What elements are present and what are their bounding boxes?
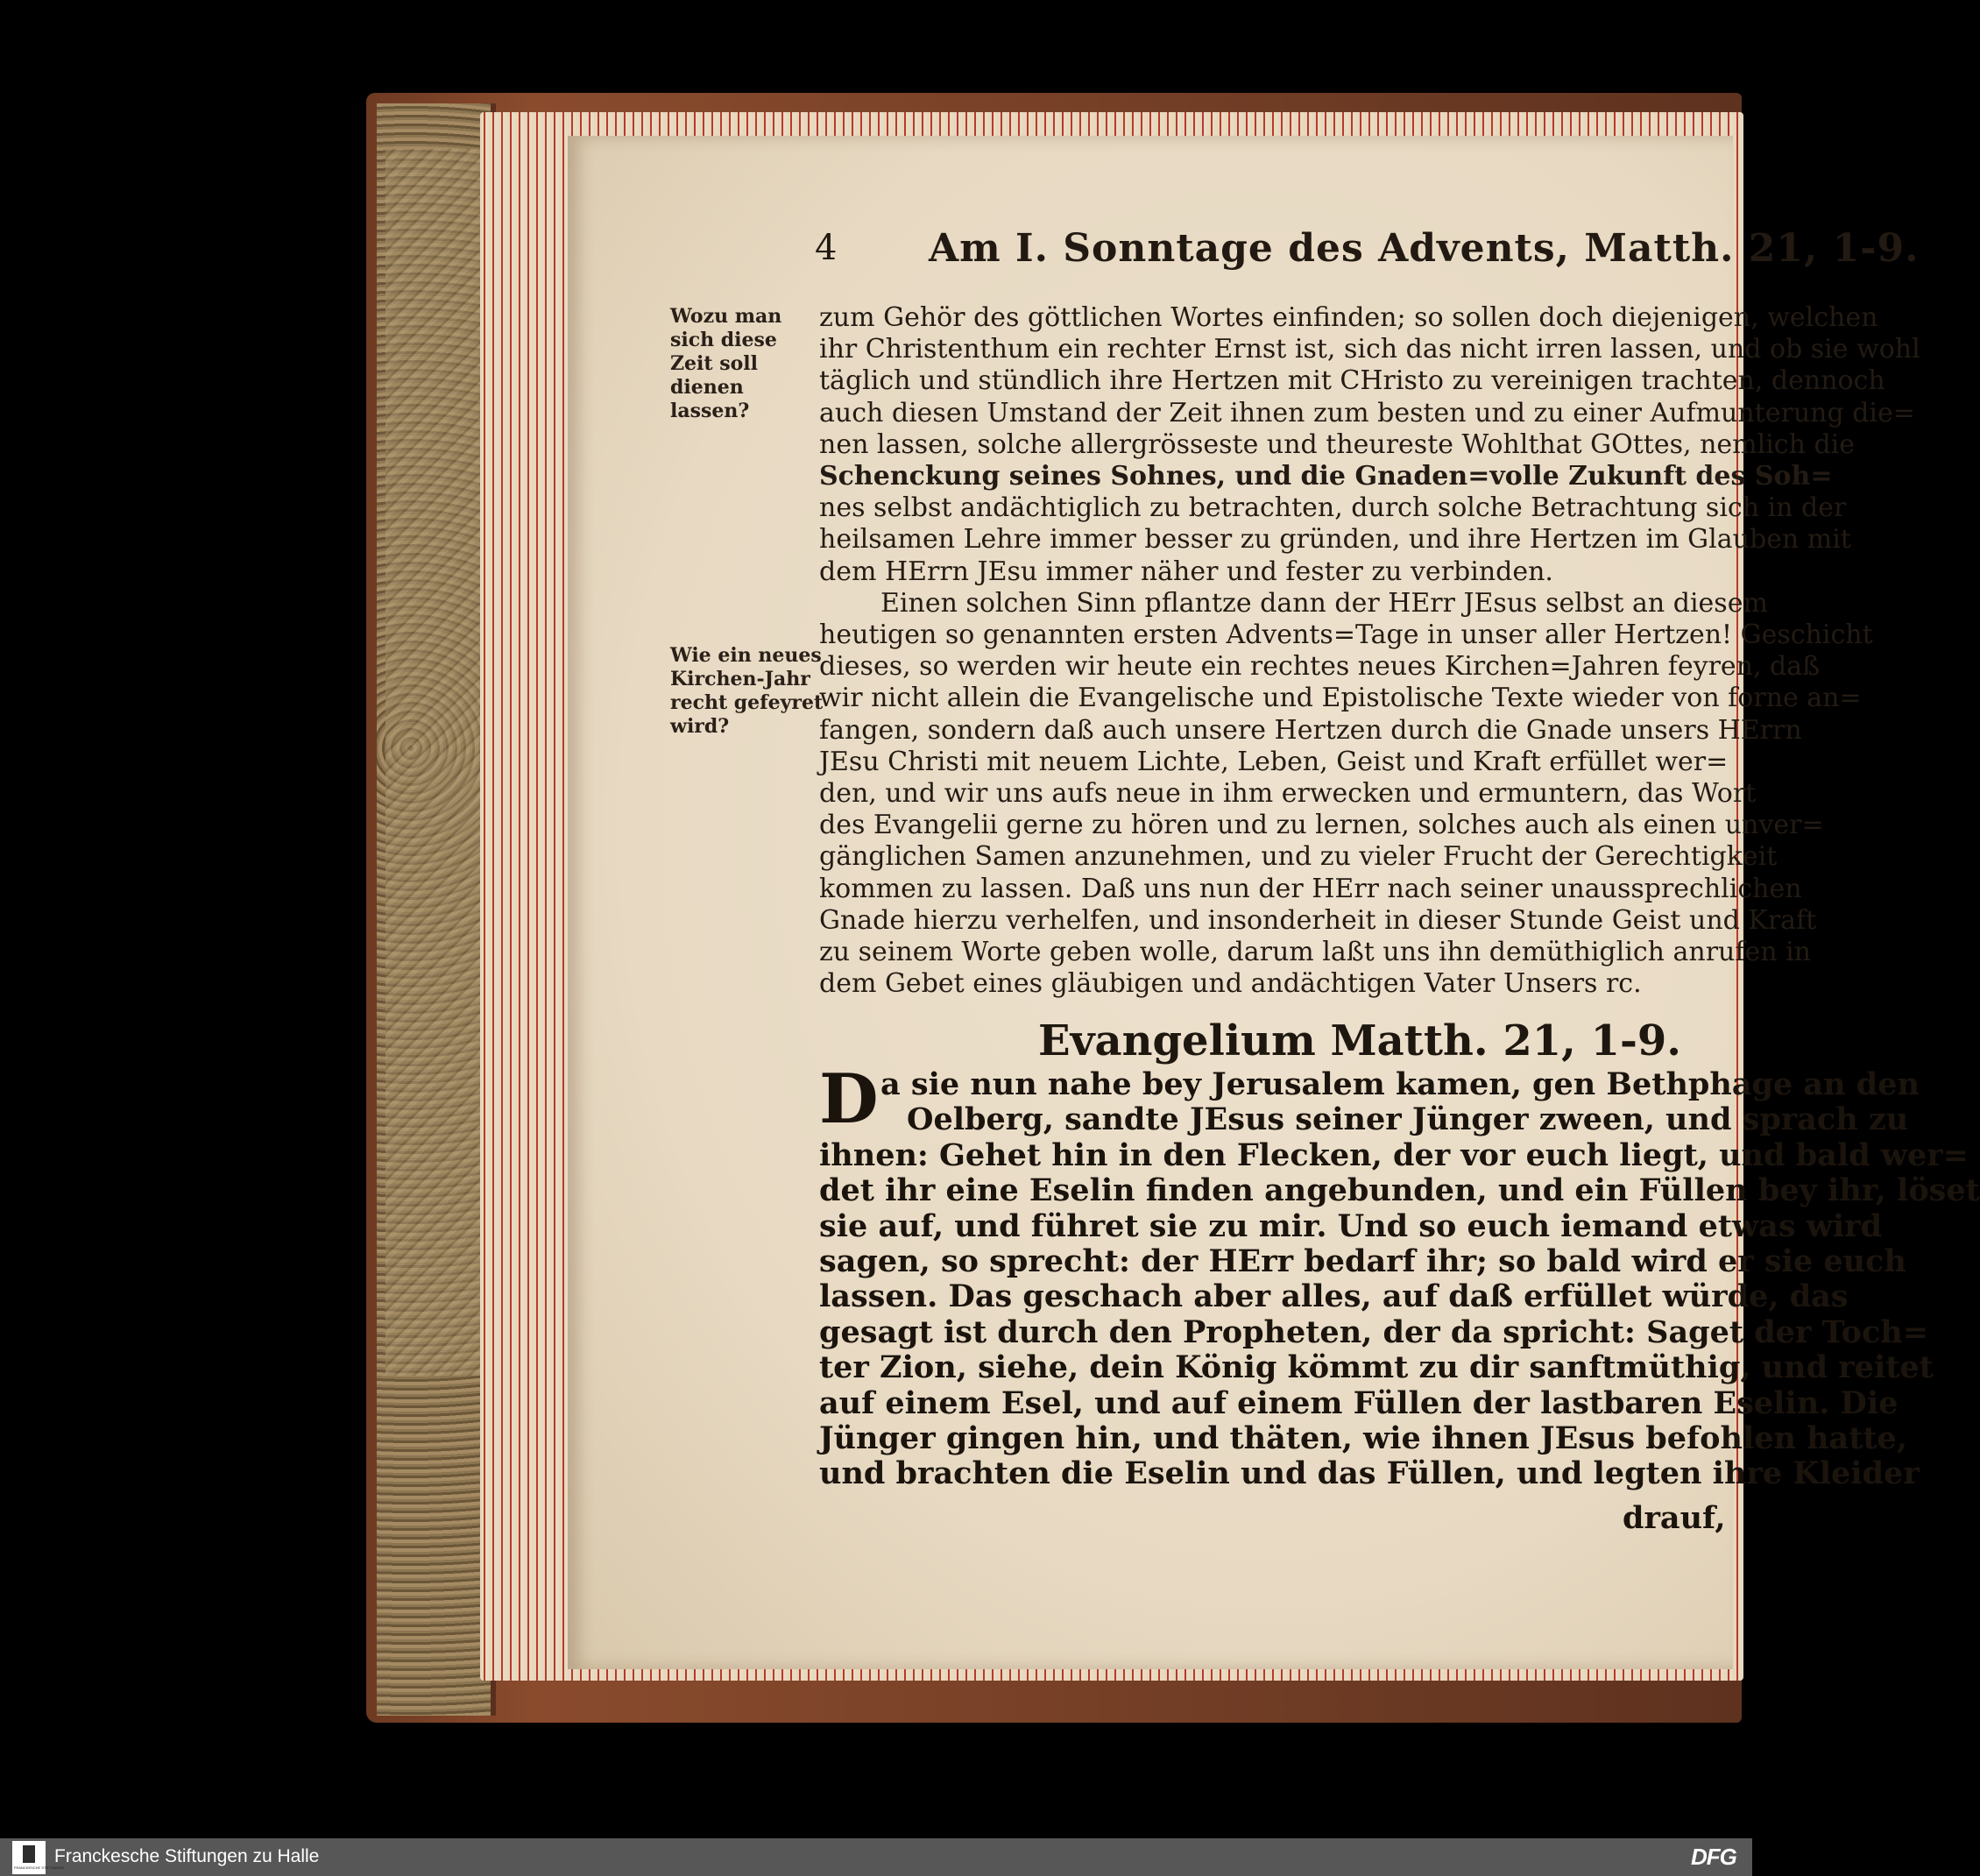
gospel-line: lassen. Das geschach aber alles, auf daß erfüllet würde, das [819, 1278, 1849, 1315]
text-line: den, und wir uns aufs neue in ihm erwecken und ermuntern, das Wort [819, 778, 1757, 810]
margin-note-1: Wozu man sich diese Zeit soll dienen lassen? [670, 305, 782, 422]
text-line: des Evangelii gerne zu hören und zu lernen, solches auch als einen unver= [819, 810, 1824, 841]
text-line: Schenckung seines Sohnes, und die Gnaden=volle Zukunft des Soh= [819, 461, 1833, 492]
text-line: täglich und stündlich ihre Hertzen mit CHristo zu vereinigen trachten, dennoch [819, 365, 1885, 397]
gospel-line: Jünger gingen hin, und thäten, wie ihnen JEsus befohlen hatte, [819, 1420, 1908, 1457]
gospel-text [819, 1059, 1980, 1492]
gospel-line: sie auf, und führet sie zu mir. Und so euch iemand etwas wird [819, 1207, 1883, 1244]
text-line: zu seinem Worte geben wolle, darum laßt uns ihn demüthiglich anrufen in [819, 937, 1811, 968]
text-line: Einen solchen Sinn pflantze dann der HErr JEsus selbst an diesem [880, 587, 1768, 619]
dfg-logo: DFG [1691, 1844, 1736, 1870]
logo-emblem-icon [23, 1845, 35, 1863]
text-line: Gnade hierzu verhelfen, und insonderheit in dieser Stunde Geist und Kraft [819, 904, 1817, 936]
gospel-line: gesagt ist durch den Propheten, der da spricht: Saget der Toch= [819, 1313, 1929, 1350]
margin-note-2: Wie ein neues Kirchen-Jahr recht gefeyret wird? [670, 644, 824, 738]
drop-cap: D [819, 1059, 879, 1139]
text-line: zum Gehör des göttlichen Wortes einfinden; so sollen doch diejenigen, welchen [819, 302, 1878, 333]
catchword: drauf, [1623, 1500, 1726, 1536]
gospel-line: sagen, so sprecht: der HErr bedarf ihr; so bald wird er sie euch [819, 1243, 1906, 1280]
text-line: nes selbst andächtiglich zu betrachten, durch solche Betrachtung sich in der [819, 492, 1847, 524]
gospel-line: a sie nun nahe bey Jerusalem kamen, gen Bethphage an den [880, 1066, 1920, 1102]
running-title: Am I. Sonntage des Advents, Matth. 21, 1-9. [929, 226, 1920, 271]
text-line: ihr Christenthum ein rechter Ernst ist, sich das nicht irren lassen, und ob sie wohl [819, 334, 1920, 365]
text-line: JEsu Christi mit neuem Lichte, Leben, Geist und Kraft erfüllet wer= [819, 746, 1729, 777]
institution-name: Franckesche Stiftungen zu Halle [54, 1846, 320, 1866]
text-line: fangen, sondern daß auch unsere Hertzen durch die Gnade unsers HErrn [819, 714, 1802, 746]
marbled-paper [385, 149, 482, 1376]
text-line: nen lassen, solche allergrösseste und theureste Wohlthat GOttes, nemlich die [819, 428, 1855, 460]
text-line: dem HErrn JEsu immer näher und fester zu verbinden. [819, 556, 1553, 587]
text-line: dieses, so werden wir heute ein rechtes neues Kirchen=Jahren feyren, daß [819, 651, 1821, 683]
body-text [819, 302, 1920, 1000]
gospel-line: Oelberg, sandte JEsus seiner Jünger zween, und sprach zu [907, 1101, 1909, 1138]
gospel-line: ter Zion, siehe, dein König kömmt zu dir sanftmüthig, und reitet [819, 1349, 1934, 1386]
text-line: auch diesen Umstand der Zeit ihnen zum besten und zu einer Aufmunterung die= [819, 397, 1915, 428]
text-line: gänglichen Samen anzunehmen, und zu vieler Frucht der Gerechtigkeit [819, 841, 1778, 873]
page-number: 4 [815, 228, 838, 268]
text-line: heutigen so genannten ersten Advents=Tage in unser aller Hertzen! Geschicht [819, 619, 1873, 651]
logo-text: FRANCKESCHE STIFTUNGEN [14, 1865, 64, 1870]
text-line: heilsamen Lehre immer besser zu gründen, und ihre Hertzen im Glauben mit [819, 524, 1851, 556]
gospel-line: und brachten die Eselin und das Füllen, und legten ihre Kleider [819, 1455, 1920, 1492]
gospel-title: Evangelium Matth. 21, 1-9. [1038, 1016, 1681, 1065]
gospel-line: ihnen: Gehet hin in den Flecken, der vor euch liegt, und bald wer= [819, 1136, 1969, 1173]
text-line: wir nicht allein die Evangelische und Epistolische Texte wieder von forne an= [819, 683, 1862, 714]
text-line: dem Gebet eines gläubigen und andächtigen Vater Unsers rc. [819, 968, 1642, 1000]
gospel-line: auf einem Esel, und auf einem Füllen der lastbaren Eselin. Die [819, 1384, 1899, 1421]
text-line: kommen zu lassen. Daß uns nun der HErr nach seiner unaussprechlichen [819, 873, 1802, 904]
gospel-line: det ihr eine Eselin finden angebunden, und ein Füllen bey ihr, löset [819, 1172, 1980, 1209]
